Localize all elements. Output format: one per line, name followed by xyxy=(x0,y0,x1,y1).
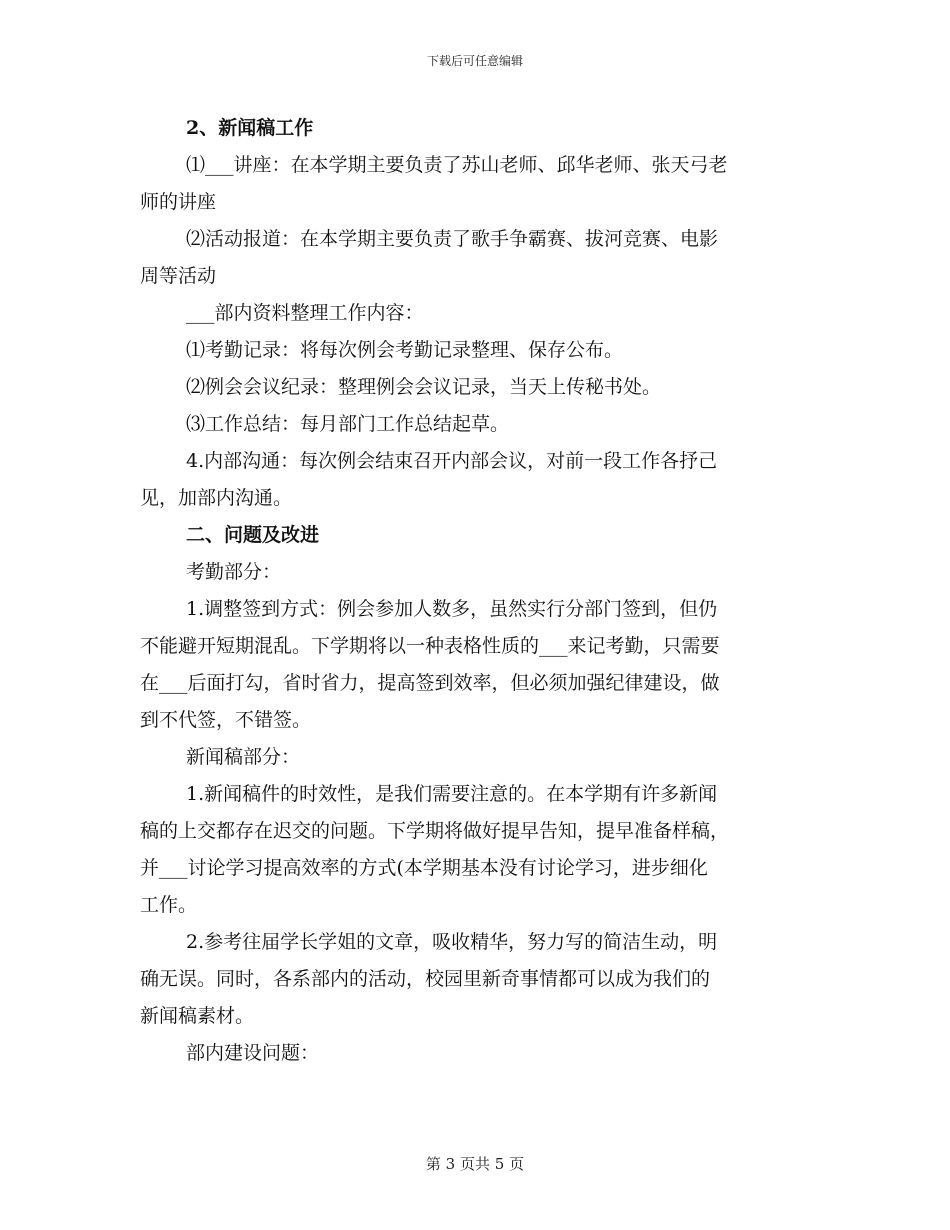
paragraph-line: 2.参考往届学长学姐的文章，吸收精华，努力写的简洁生动，明 xyxy=(186,931,718,953)
paragraph-line: 新闻稿素材。 xyxy=(140,1005,255,1027)
subsection-label: 考勤部分： xyxy=(186,561,282,583)
paragraph-line: 确无误。同时，各系部内的活动，校园里新奇事情都可以成为我们的 xyxy=(140,968,711,990)
paragraph-line: 周等活动 xyxy=(140,265,217,287)
paragraph-line: 到不代签，不错签。 xyxy=(140,709,312,731)
paragraph-line: ⑵例会会议纪录：整理例会会议记录，当天上传秘书处。 xyxy=(186,376,662,398)
section-heading-problems: 二、问题及改进 xyxy=(186,524,320,546)
paragraph-line: 并___讨论学习提高效率的方式(本学期基本没有讨论学习，进步细化 xyxy=(140,857,708,879)
subsection-label: 部内建设问题： xyxy=(186,1042,320,1064)
page-number: 第 3 页共 5 页 xyxy=(425,1155,525,1173)
paragraph-line: ___部内资料整理工作内容： xyxy=(186,302,424,324)
paragraph-line: 4.内部沟通：每次例会结束召开内部会议，对前一段工作各抒己 xyxy=(186,450,718,472)
paragraph-line: ⑵活动报道：在本学期主要负责了歌手争霸赛、拔河竞赛、电影 xyxy=(186,228,719,250)
paragraph-line: 在___后面打勾，省时省力，提高签到效率，但必须加强纪律建设，做 xyxy=(140,672,720,694)
subsection-label: 新闻稿部分： xyxy=(186,746,301,768)
paragraph-line: 师的讲座 xyxy=(140,191,217,213)
paragraph-line: 1.调整签到方式：例会参加人数多，虽然实行分部门签到，但仍 xyxy=(186,598,718,620)
paragraph-line: 1.新闻稿件的时效性，是我们需要注意的。在本学期有许多新闻 xyxy=(186,783,718,805)
paragraph-line: 工作。 xyxy=(140,894,198,916)
page-header: 下载后可任意编辑 xyxy=(426,54,523,68)
section-heading-news: 2、新闻稿工作 xyxy=(186,117,314,139)
paragraph-line: 见，加部内沟通。 xyxy=(140,487,293,509)
paragraph-line: ⑴___讲座：在本学期主要负责了苏山老师、邱华老师、张天弓老 xyxy=(186,154,728,176)
paragraph-line: 不能避开短期混乱。下学期将以一种表格性质的___来记考勤，只需要 xyxy=(140,635,720,657)
paragraph-line: ⑶工作总结：每月部门工作总结起草。 xyxy=(186,413,510,435)
paragraph-line: ⑴考勤记录：将每次例会考勤记录整理、保存公布。 xyxy=(186,339,624,361)
paragraph-line: 稿的上交都存在迟交的问题。下学期将做好提早告知，提早准备样稿， xyxy=(140,820,730,842)
